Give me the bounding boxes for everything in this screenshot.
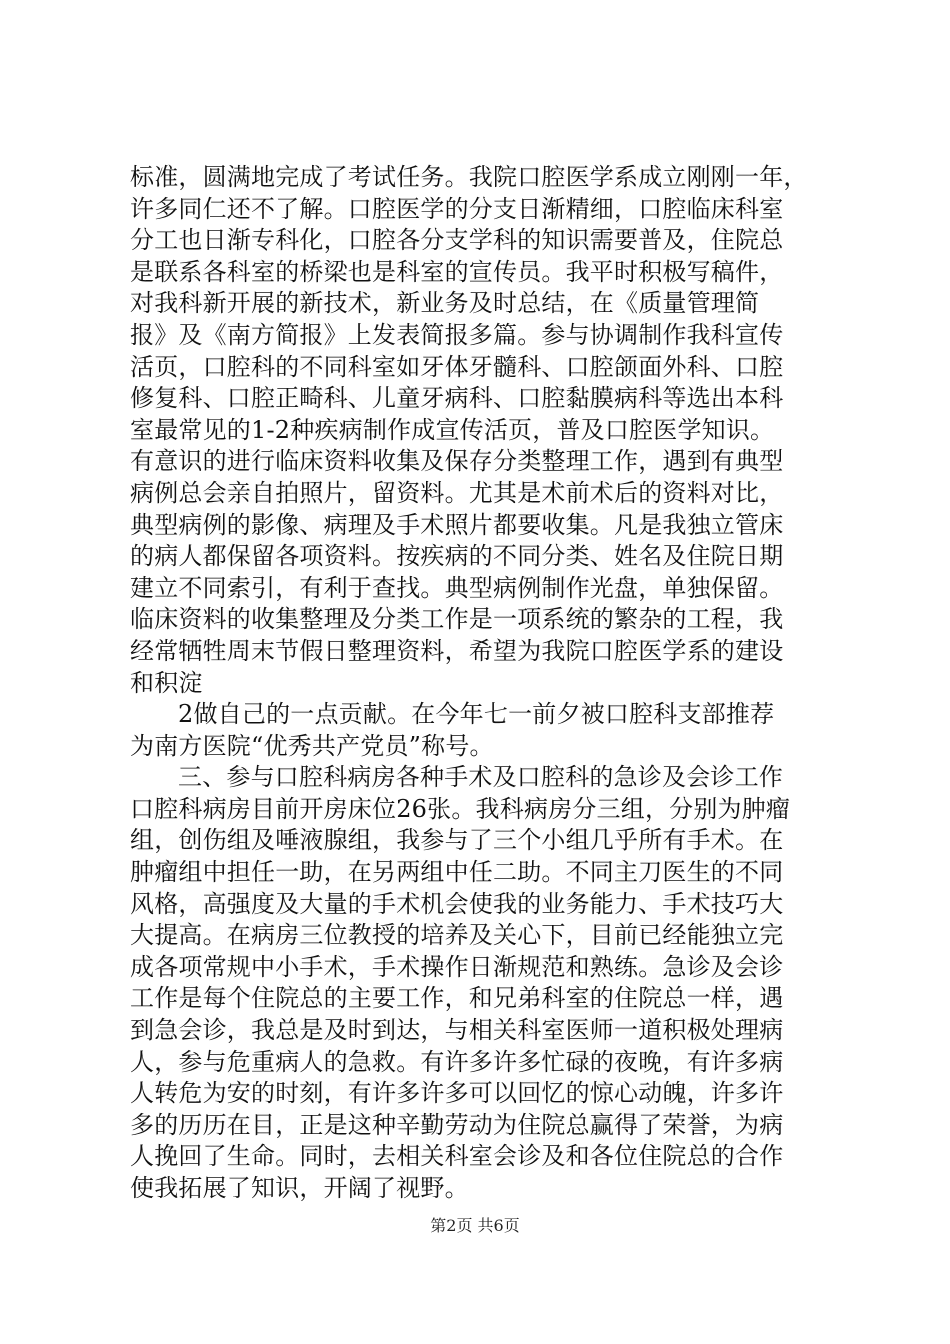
- text-line: 口腔科病房目前开房床位26张。我科病房分三组，分别为肿瘤: [130, 794, 791, 823]
- text-line: 人挽回了生命。同时，去相关科室会诊及和各位住院总的合作: [130, 1142, 784, 1171]
- text-line: 病例总会亲自拍照片，留资料。尤其是术前术后的资料对比，: [130, 478, 784, 507]
- text-line: 室最常见的1-2种疾病制作成宣传活页，普及口腔医学知识。: [130, 415, 775, 444]
- text-line: 组，创伤组及唾液腺组，我参与了三个小组几乎所有手术。在: [130, 826, 784, 855]
- text-line: 标准，圆满地完成了考试任务。我院口腔医学系成立刚刚一年，: [130, 163, 808, 191]
- text-line: 多的历历在目，正是这种辛勤劳动为住院总赢得了荣誉，为病: [130, 1110, 784, 1139]
- text-line: 到急会诊，我总是及时到达，与相关科室医师一道积极处理病: [130, 1016, 784, 1045]
- text-line: 为南方医院“优秀共产党员”称号。: [130, 731, 494, 760]
- text-line: 2做自己的一点贡献。在今年七一前夕被口腔科支部推荐: [178, 700, 775, 729]
- text-line: 修复科、口腔正畸科、儿童牙病科、口腔黏膜病科等选出本科: [130, 384, 784, 413]
- text-line: 成各项常规中小手术，手术操作日渐规范和熟练。急诊及会诊: [130, 952, 784, 981]
- text-line: 报》及《南方简报》上发表简报多篇。参与协调制作我科宣传: [130, 320, 784, 349]
- text-line: 使我拓展了知识，开阔了视野。: [130, 1174, 469, 1202]
- text-line: 有意识的进行临床资料收集及保存分类整理工作，遇到有典型: [130, 447, 784, 476]
- text-line: 大提高。在病房三位教授的培养及关心下，目前已经能独立完: [130, 921, 784, 950]
- text-line: 和积淀: [130, 668, 203, 697]
- text-line: 人，参与危重病人的急救。有许多许多忙碌的夜晚，有许多病: [130, 1047, 784, 1076]
- body-text: [130, 162, 830, 1205]
- text-line: 是联系各科室的桥梁也是科室的宣传员。我平时积极写稿件，: [130, 257, 784, 286]
- text-line: 分工也日渐专科化，口腔各分支学科的知识需要普及，住院总: [130, 226, 784, 255]
- text-line: 活页，口腔科的不同科室如牙体牙髓科、口腔颌面外科、口腔: [130, 352, 784, 381]
- text-line: 典型病例的影像、病理及手术照片都要收集。凡是我独立管床: [130, 510, 784, 539]
- text-line: 临床资料的收集整理及分类工作是一项系统的繁杂的工程，我: [130, 605, 784, 634]
- text-line: 风格，高强度及大量的手术机会使我的业务能力、手术技巧大: [130, 889, 784, 918]
- text-line: 工作是每个住院总的主要工作，和兄弟科室的住院总一样，遇: [130, 984, 784, 1013]
- text-line: 人转危为安的时刻，有许多许多可以回忆的惊心动魄，许多许: [130, 1079, 784, 1108]
- text-line: 对我科新开展的新技术，新业务及时总结，在《质量管理简: [130, 289, 760, 318]
- text-line: 许多同仁还不了解。口腔医学的分支日渐精细，口腔临床科室: [130, 194, 784, 223]
- text-line: 建立不同索引，有利于查找。典型病例制作光盘，单独保留。: [130, 573, 784, 602]
- page-number-footer: 第2页 共6页: [430, 1216, 520, 1235]
- text-line: 经常牺牲周末节假日整理资料，希望为我院口腔医学系的建设: [130, 636, 784, 665]
- section-heading: 三、参与口腔科病房各种手术及口腔科的急诊及会诊工作: [178, 763, 783, 792]
- text-line: 肿瘤组中担任一助，在另两组中任二助。不同主刀医生的不同: [130, 858, 784, 887]
- text-line: 的病人都保留各项资料。按疾病的不同分类、姓名及住院日期: [130, 542, 784, 571]
